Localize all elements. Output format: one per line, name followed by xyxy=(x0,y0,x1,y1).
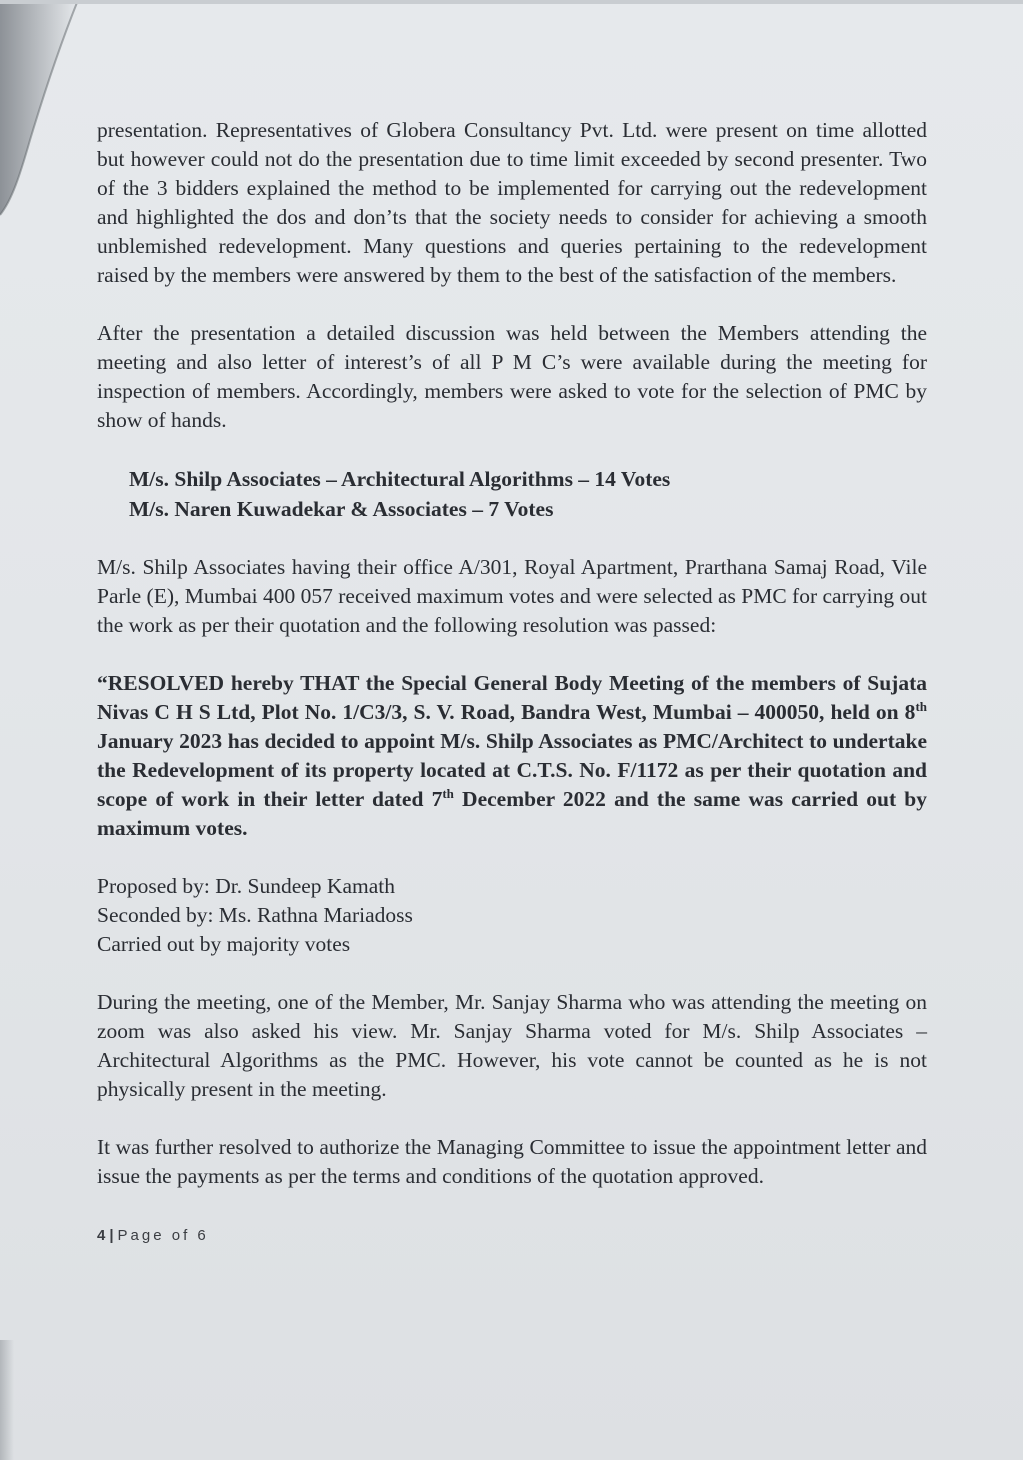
page-number: 4 xyxy=(97,1227,106,1244)
resolution-part-1: “RESOLVED hereby THAT the Special General Body Meeting of the members of Sujata Nivas C H S Ltd, Plot No. 1/C3/3, S. V. Road, Bandra West, Mumbai – 400050, held on 8 xyxy=(97,671,927,724)
footer-separator: | xyxy=(109,1227,114,1244)
resolution-part-2: January 2023 has decided to appoint M/s. Shilp Associates as PMC/Architect to undertake the Redevelopment of its property located at C.T.S. No. F/1172 as per their quotation and scope of work in their letter dated 7 xyxy=(97,729,927,811)
paragraph-discussion: After the presentation a detailed discussion was held between the Members attending the meeting and also letter of interest’s of all P M C’s were available during the meeting for inspection of members. Accordingly, members were asked to vote for the selection of PMC by show of hands. xyxy=(97,321,927,432)
proposed-by: Proposed by: Dr. Sundeep Kamath xyxy=(97,874,395,898)
page-label: Page of 6 xyxy=(117,1227,209,1244)
paragraph-presentation: presentation. Representatives of Globera Consultancy Pvt. Ltd. were present on time allotted but however could not do the presentation due to time limit exceeded by second presenter. Two of the 3 bidders explained the method to be implemented for carrying out the redevelopment and highlighted the dos and don’ts that the society needs to consider for achieving a smooth unblemished redevelopment. Many questions and queries pertaining to the redevelopment raised by the members were answered by them to the best of the satisfaction of the members. xyxy=(97,118,927,287)
seconded-by: Seconded by: Ms. Rathna Mariadoss xyxy=(97,903,413,927)
carried-out: Carried out by majority votes xyxy=(97,932,351,956)
paragraph-authorization: It was further resolved to authorize the Managing Committee to issue the appointment letter and issue the payments as per the terms and conditions of the quotation approved. xyxy=(97,1135,927,1188)
paragraph-zoom-vote: During the meeting, one of the Member, Mr. Sanjay Sharma who was attending the meeting on zoom was also asked his view. Mr. Sanjay Sharma voted for M/s. Shilp Associates – Architectural Algorithms as the PMC. However, his vote cannot be counted as he is not physically present in the meeting. xyxy=(97,990,927,1101)
vote-results xyxy=(129,464,927,524)
document-body xyxy=(97,116,927,1250)
resolution-part-3: December 2022 and the same was carried out by maximum votes. xyxy=(97,787,927,840)
resolution-sup-1: th xyxy=(915,698,927,714)
paragraph-selection: M/s. Shilp Associates having their office A/301, Royal Apartment, Prarthana Samaj Road, Vile Parle (E), Mumbai 400 057 received maximum votes and were selected as PMC for carrying out the work as per their quotation and the following resolution was passed: xyxy=(97,555,927,637)
page-footer xyxy=(97,1221,927,1250)
vote-line-shilp: M/s. Shilp Associates – Architectural Algorithms – 14 Votes xyxy=(129,467,671,491)
vote-line-naren: M/s. Naren Kuwadekar & Associates – 7 Votes xyxy=(129,497,554,521)
resolution-signatures xyxy=(97,872,927,959)
resolution-sup-2: th xyxy=(442,785,454,801)
resolution-text xyxy=(97,669,927,843)
